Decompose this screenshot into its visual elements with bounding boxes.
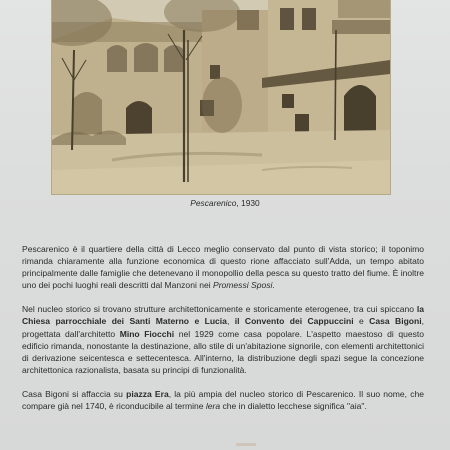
piazza-name: piazza Era (126, 388, 169, 399)
caption-year: , 1930 (236, 198, 260, 208)
buildings-text-1: Nel nucleo storico si trovano strutture architettonicamente e storicamente eterogenee, tra cui spiccano (22, 304, 417, 315)
buildings-text-4: , progettata dall'architetto (22, 316, 424, 339)
paragraph-buildings (22, 303, 424, 376)
piazza-text-3: che in dialetto lecchese significa "aia". (220, 401, 367, 412)
intro-end: . (272, 280, 275, 291)
description-text (22, 243, 424, 424)
casa-bigoni-name: Casa Bigoni (369, 316, 422, 327)
photo-caption (0, 198, 450, 208)
paragraph-piazza (22, 388, 424, 412)
bottom-decoration (236, 443, 256, 446)
architect-name: Mino Fiocchi (119, 328, 175, 339)
paragraph-intro (22, 243, 424, 291)
buildings-text-2: , (226, 316, 235, 327)
historic-photo (52, 0, 390, 194)
piazza-text-1: Casa Bigoni si affaccia su (22, 388, 127, 399)
intro-text: Pescarenico è il quartiere della città di Lecco meglio conservato dal punto di vista storico; il toponimo rimanda chiaramente alla funzione economica di questo rione affacciato sull'Adda, un tempo abitato principalmente dalle famiglie che detenevano il monopollio della pesca su questo tratto del fiume. È inoltre uno dei pochi luoghi reali descritti dal Manzoni nei (22, 244, 424, 291)
dialect-term: lera (205, 401, 221, 412)
book-title: Promessi Sposi (213, 280, 273, 291)
buildings-text-3: e (353, 316, 370, 327)
church-name: la Chiesa parrocchiale dei Santi Materno e Lucia (22, 304, 424, 327)
piazza-text-2: , la più ampia del nucleo storico di Pescarenico. Il suo nome, che compare già nel 1740, è riconducibile al termine (22, 388, 424, 412)
convent-name: il Convento dei Cappuccini (234, 316, 354, 327)
buildings-text-5: nel 1929 come casa popolare. L'aspetto maestoso di questo edificio rimanda, nonostante la destinazione, allo stile di un'abitazione signorile, con elementi architettonici di derivazione seicentesca e settecentesca. All'interno, la distribuzione degli spazi segue la concezione architettonica razionalista, basata su principi di funzionalità. (22, 328, 424, 375)
caption-place: Pescarenico (190, 198, 237, 208)
